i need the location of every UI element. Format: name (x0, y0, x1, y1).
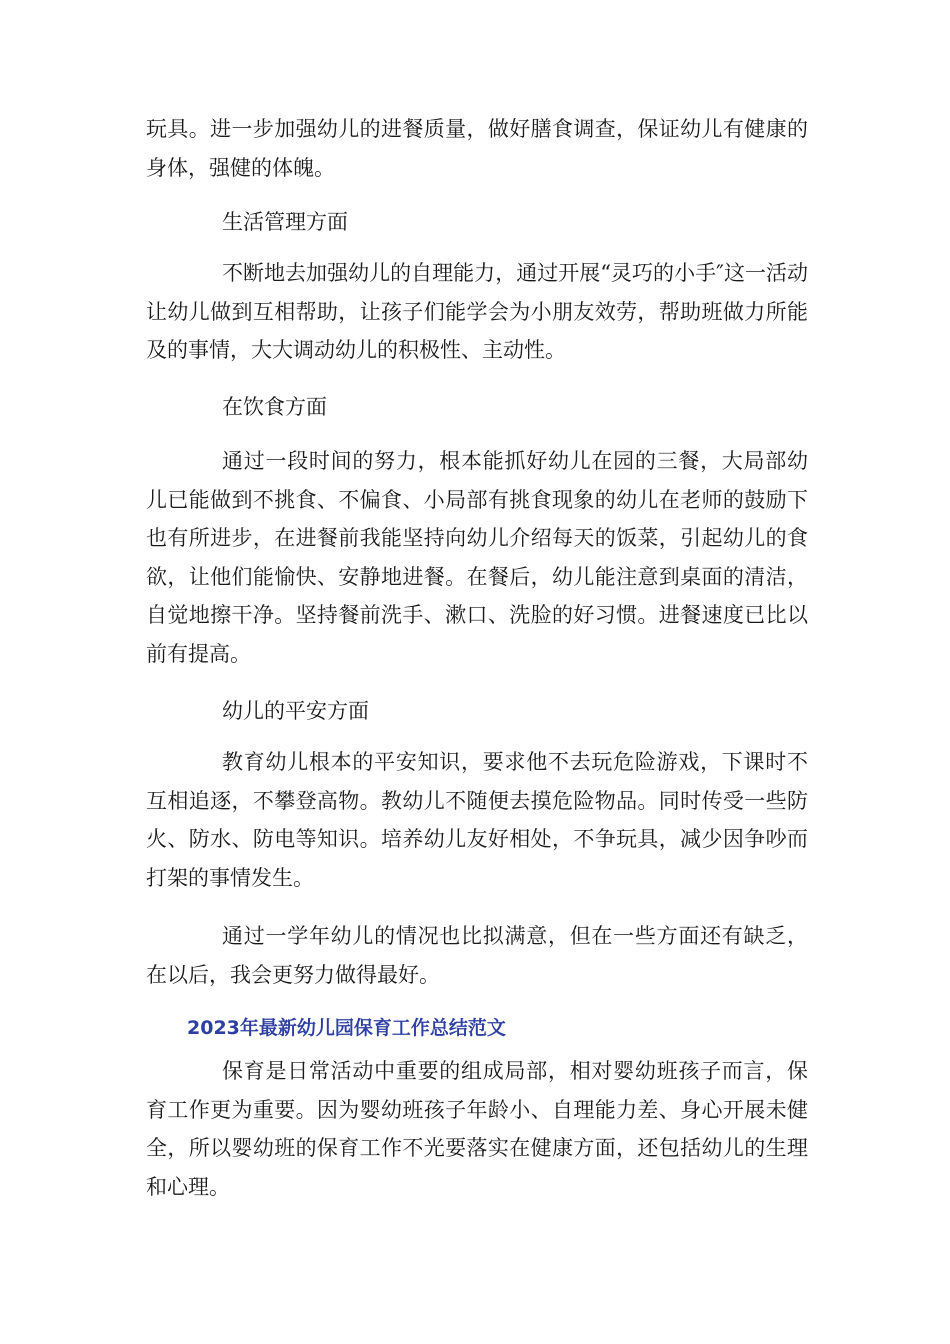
section-title: 2023年最新幼儿园保育工作总结范文 (187, 1017, 506, 1039)
heading-safety: 幼儿的平安方面 (222, 699, 369, 723)
paragraph-meals: 通过一段时间的努力，根本能抓好幼儿在园的三餐，大局部幼儿已能做到不挑食、不偏食、小局部有挑食现象的幼儿在老师的鼓励下也有所进步，在进餐前我能坚持向幼儿介绍每天的饭菜，引起幼儿的食欲，让他们能愉快、安静地进餐。在餐后，幼儿能注意到桌面的清洁，自觉地擦干净。坚持餐前洗手、漱口、洗脸的好习惯。进餐速度已比以前有提高。 (146, 449, 808, 666)
paragraph-safety: 教育幼儿根本的平安知识，要求他不去玩危险游戏，下课时不互相追逐，不攀登高物。教幼儿不随便去摸危险物品。同时传受一些防火、防水、防电等知识。培养幼儿友好相处，不争玩具，减少因争吵而打架的事情发生。 (146, 750, 808, 890)
paragraph-childcare-intro: 保育是日常活动中重要的组成局部，相对婴幼班孩子而言，保育工作更为重要。因为婴幼班孩子年龄小、自理能力差、身心开展未健全，所以婴幼班的保育工作不光要落实在健康方面，还包括幼儿的生理和心理。 (146, 1059, 808, 1199)
paragraph-diet-quality: 玩具。进一步加强幼儿的进餐质量，做好膳食调查，保证幼儿有健康的身体，强健的体魄。 (146, 117, 808, 180)
heading-life-management: 生活管理方面 (222, 210, 348, 234)
paragraph-summary: 通过一学年幼儿的情况也比拟满意，但在一些方面还有缺乏，在以后，我会更努力做得最好。 (146, 924, 808, 987)
heading-diet: 在饮食方面 (222, 395, 327, 419)
paragraph-self-care: 不断地去加强幼儿的自理能力，通过开展“灵巧的小手″这一活动让幼儿做到互相帮助，让孩子们能学会为小朋友效劳，帮助班做力所能及的事情，大大调动幼儿的积极性、主动性。 (146, 261, 808, 362)
